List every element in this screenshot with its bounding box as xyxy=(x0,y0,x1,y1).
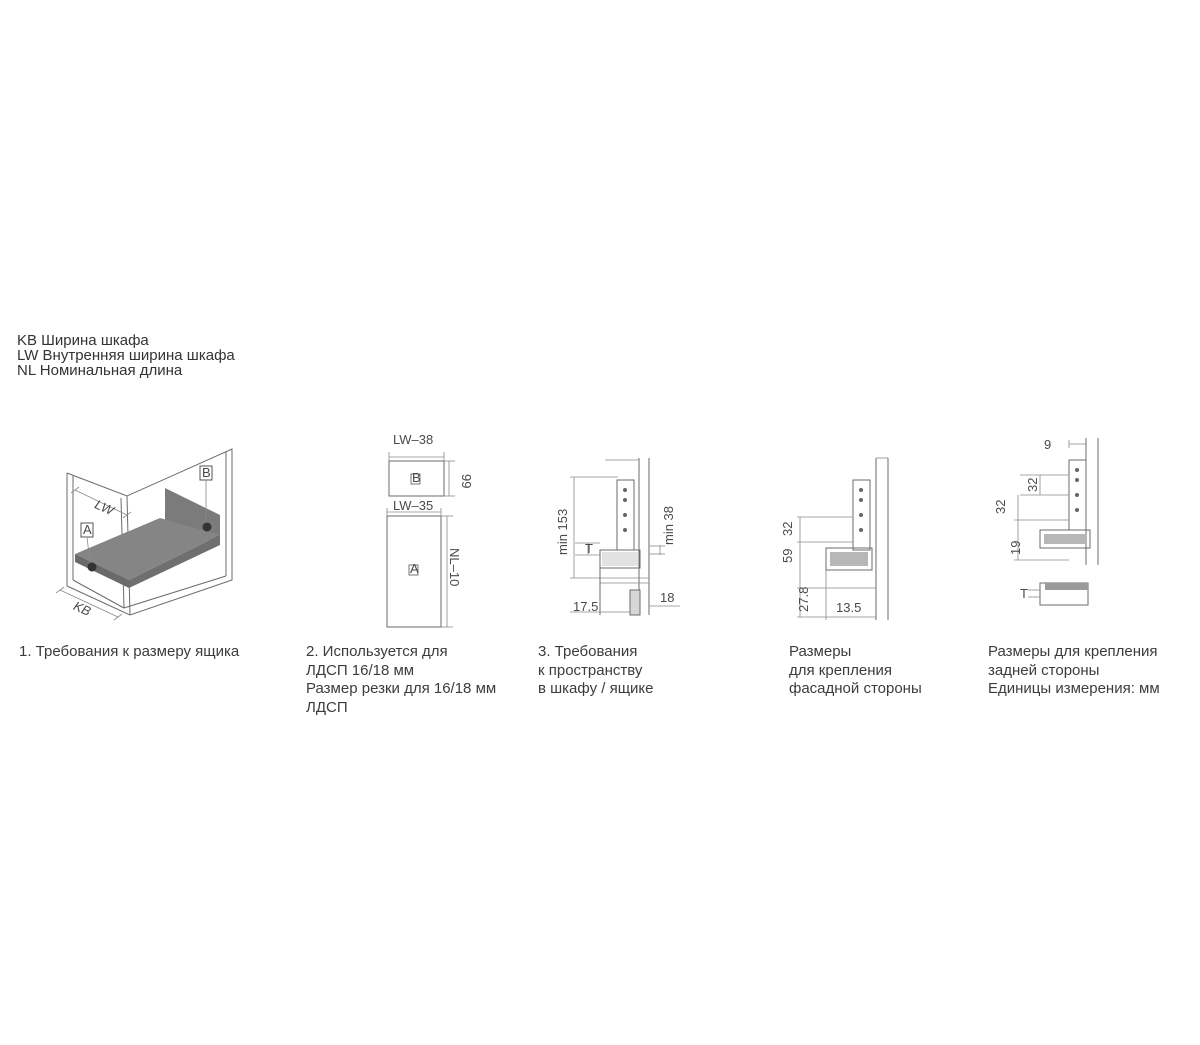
label-nl10: NL–10 xyxy=(447,548,462,587)
caption-cut-size: 2. Используется для ЛДСП 16/18 мм Размер резки для 16/18 мм ЛДСП xyxy=(306,643,497,716)
rear-fixing-diagram xyxy=(993,437,1098,605)
label-99: 99 xyxy=(459,474,474,489)
legend-nl: NL Номинальная длина xyxy=(17,362,183,379)
label-b: B xyxy=(202,465,211,480)
label-13-5: 13.5 xyxy=(836,600,862,615)
legend-kb: KB Ширина шкафа xyxy=(17,332,149,349)
cut-size-diagram xyxy=(387,432,474,627)
label-min38: min 38 xyxy=(661,505,676,545)
label-t: T xyxy=(585,541,593,556)
label-min153: min 153 xyxy=(555,508,570,555)
caption-space: 3. Требования к пространству в шкафу / ящике xyxy=(538,643,654,697)
label-t-rear: T xyxy=(1020,586,1028,601)
label-17-5: 17.5 xyxy=(573,599,599,614)
label-9: 9 xyxy=(1044,437,1052,452)
label-18: 18 xyxy=(660,590,675,605)
label-19: 19 xyxy=(1008,540,1023,555)
label-27-8: 27.8 xyxy=(796,586,811,612)
caption-rear-fixing: Размеры для крепления задней стороны Единицы измерения: мм xyxy=(988,643,1160,697)
label-32-side: 32 xyxy=(993,499,1008,514)
label-a-small: A xyxy=(410,561,419,576)
label-32-top: 32 xyxy=(1025,477,1040,492)
space-requirements-diagram xyxy=(555,458,680,615)
label-kb: KB xyxy=(71,598,94,619)
label-b-small: B xyxy=(412,470,421,485)
front-fixing-diagram xyxy=(780,458,888,620)
label-lw35: LW–35 xyxy=(393,498,434,513)
label-lw38: LW–38 xyxy=(393,432,434,447)
legend-lw: LW Внутренняя ширина шкафа xyxy=(17,347,235,364)
label-59: 59 xyxy=(780,548,795,563)
label-lw: LW xyxy=(92,496,117,519)
caption-front-fixing: Размеры для крепления фасадной стороны xyxy=(789,643,922,697)
caption-drawer-size: 1. Требования к размеру ящика xyxy=(19,643,240,660)
drawer-size-diagram xyxy=(56,449,232,620)
label-32: 32 xyxy=(780,521,795,536)
label-a: A xyxy=(83,522,92,537)
